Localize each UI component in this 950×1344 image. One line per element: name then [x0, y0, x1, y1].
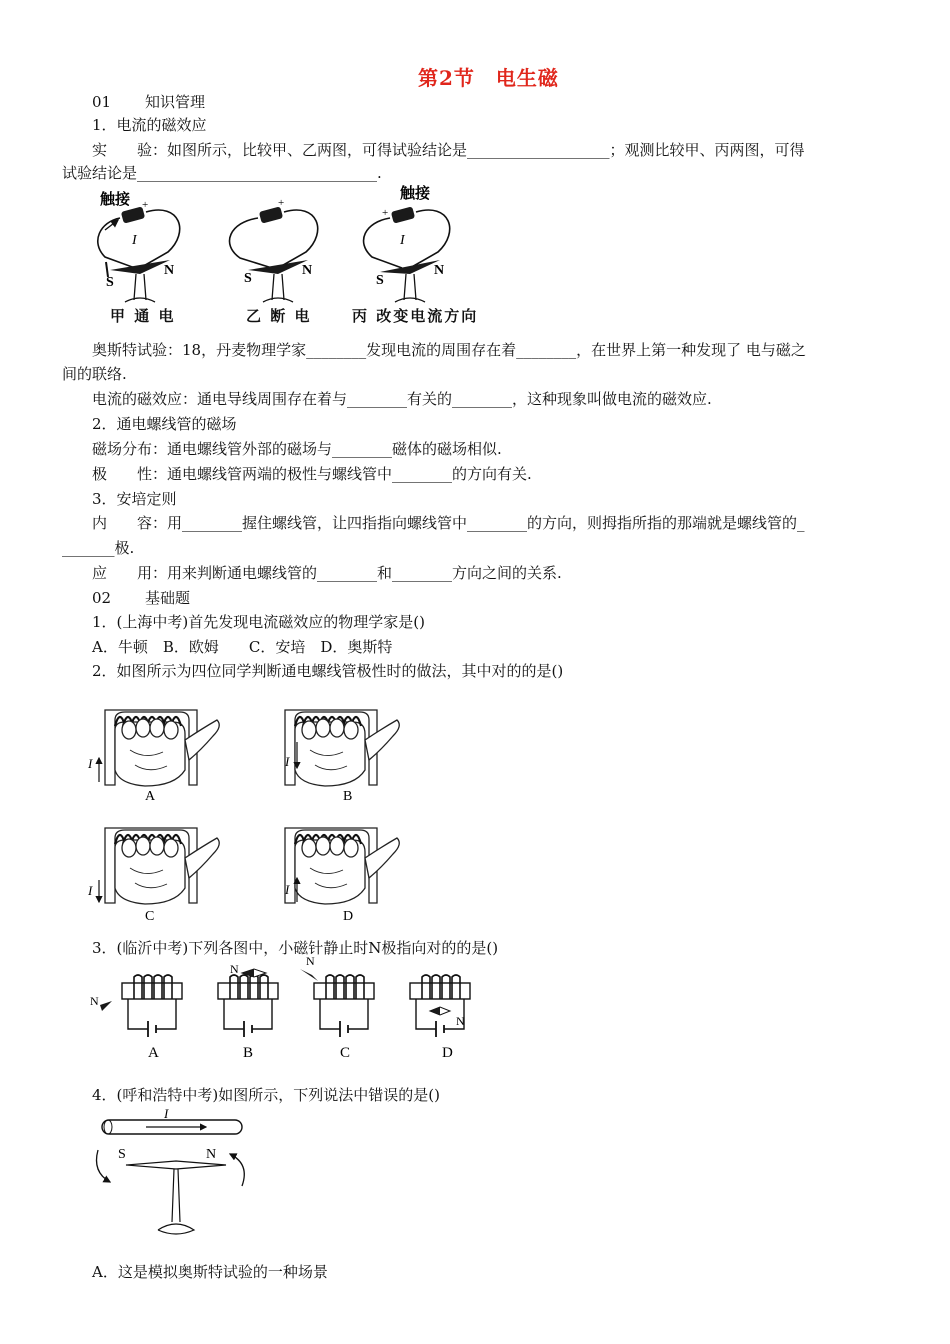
- content-line-1: 内 容：用________握住螺线管，让四指指向螺线管中________的方向，则拇指所指的那端就是螺线管的_: [92, 514, 805, 532]
- heading-ampere: 3．安培定则: [92, 490, 177, 508]
- hand-option-b: [284, 710, 399, 804]
- needle-stand: [395, 274, 425, 302]
- s-pole: S: [118, 1147, 126, 1162]
- option-label-d: D: [442, 1045, 453, 1061]
- hand-option-a: [87, 710, 219, 804]
- content-line-2: _______极.: [62, 539, 135, 557]
- current-label: I: [164, 1106, 169, 1121]
- compass-needle: [300, 969, 318, 981]
- magnet-needle: [248, 260, 308, 274]
- caption-yi: 乙 断 电: [246, 307, 312, 325]
- n-pole: N: [302, 263, 313, 278]
- s-pole: S: [376, 273, 384, 288]
- n-label: N: [90, 994, 99, 1008]
- polarity-line: 极 性：通电螺线管两端的极性与螺线管中________的方向有关.: [92, 465, 532, 483]
- current-label: I: [285, 754, 290, 769]
- figure-yi: [230, 197, 318, 302]
- n-label: N: [306, 954, 315, 968]
- touch-label: 触接: [400, 186, 431, 202]
- plus-sign: +: [142, 199, 149, 211]
- current-label: I: [88, 883, 93, 898]
- option-label-d: D: [343, 909, 354, 924]
- section-number: 01: [92, 93, 112, 111]
- needle-stand: [158, 1169, 194, 1234]
- n-pole: N: [206, 1147, 217, 1162]
- caption-bing: 丙 改变电流方向: [352, 307, 479, 325]
- heading-solenoid: 2．通电螺线管的磁场: [92, 415, 237, 433]
- figure-jia: [98, 190, 180, 302]
- question-4-option-a: A．这是模拟奥斯特试验的一种场景: [92, 1263, 328, 1281]
- hand-option-c: [87, 828, 219, 924]
- question-1-stem: 1．(上海中考)首先发现电流磁效应的物理学家是(): [92, 613, 425, 631]
- solenoid-figure: [88, 955, 498, 1060]
- rotation-arrow-right: [230, 1154, 244, 1186]
- hands-figure: [85, 690, 405, 925]
- compass-needle: [100, 1001, 112, 1011]
- option-label-b: B: [243, 1045, 254, 1061]
- section-label: 知识管理: [145, 93, 206, 111]
- caption-jia: 甲 通 电: [110, 307, 176, 325]
- wire-needle-figure: [88, 1106, 258, 1240]
- needle-stand: [125, 274, 155, 302]
- circuit-option-d: [410, 975, 470, 1061]
- circuit-option-a: [90, 975, 182, 1061]
- question-4-stem: 4．(呼和浩特中考)如图所示，下列说法中错误的是(): [92, 1086, 440, 1104]
- figure-bing: [364, 184, 450, 302]
- plus-sign: +: [382, 207, 389, 219]
- circuit-option-c: [300, 954, 374, 1061]
- option-label-a: A: [145, 789, 156, 804]
- hand-option-d: [284, 828, 399, 924]
- current-label: I: [132, 233, 137, 248]
- rotation-arrow-left: [97, 1150, 111, 1182]
- question-3-stem: 3．(临沂中考)下列各图中，小磁针静止时N极指向对的的是(): [92, 939, 499, 957]
- n-label: N: [230, 962, 239, 976]
- heading-magnetic-effect: 1．电流的磁效应: [92, 116, 207, 134]
- s-pole: S: [106, 275, 114, 290]
- experiment-line-2: 试验结论是________________________________.: [62, 164, 382, 182]
- option-label-a: A: [148, 1045, 159, 1061]
- current-label: I: [400, 233, 405, 248]
- current-label: I: [88, 756, 93, 771]
- oersted-line-2: 间的联络.: [62, 365, 127, 383]
- page-title: 第2节 电生磁: [418, 66, 559, 90]
- battery-icon: [391, 206, 415, 223]
- question-1-options: A．牛顿 B．欧姆 C．安培 D．奥斯特: [92, 638, 393, 656]
- needle-half: [430, 1007, 440, 1015]
- n-pole: N: [434, 263, 445, 278]
- oersted-line-1: 奥斯特试验：18，丹麦物理学家________发现电流的周围存在着________，在世界上第一种发现了 电与磁之: [92, 341, 806, 359]
- circuit-option-b: [218, 962, 278, 1061]
- n-pole: N: [164, 263, 175, 278]
- plus-sign: +: [278, 197, 285, 209]
- experiment-line-1: 实 验：如图所示，比较甲、乙两图，可得试验结论是___________________；观测比较甲、丙两图，可得: [92, 141, 805, 159]
- question-2-stem: 2．如图所示为四位同学判断通电螺线管极性时的做法，其中对的的是(): [92, 662, 564, 680]
- touch-label: 触接: [100, 192, 131, 208]
- option-label-c: C: [145, 909, 155, 924]
- s-pole: S: [244, 271, 252, 286]
- option-label-c: C: [340, 1045, 351, 1061]
- section-number: 02: [92, 589, 112, 607]
- section-label: 基础题: [145, 589, 191, 607]
- magnet-needle: [380, 260, 440, 274]
- current-label: I: [285, 882, 290, 897]
- apply-line: 应 用：用来判断通电螺线管的________和________方向之间的关系.: [92, 564, 562, 582]
- magnet-needle: [126, 1161, 226, 1169]
- distribution-line: 磁场分布：通电螺线管外部的磁场与________磁体的磁场相似.: [92, 440, 502, 458]
- effect-line: 电流的磁效应：通电导线周围存在着与________有关的________，这种现象叫做电流的磁效应.: [92, 390, 712, 408]
- needle-stand: [263, 274, 293, 302]
- option-label-b: B: [343, 789, 353, 804]
- n-label: N: [456, 1014, 465, 1028]
